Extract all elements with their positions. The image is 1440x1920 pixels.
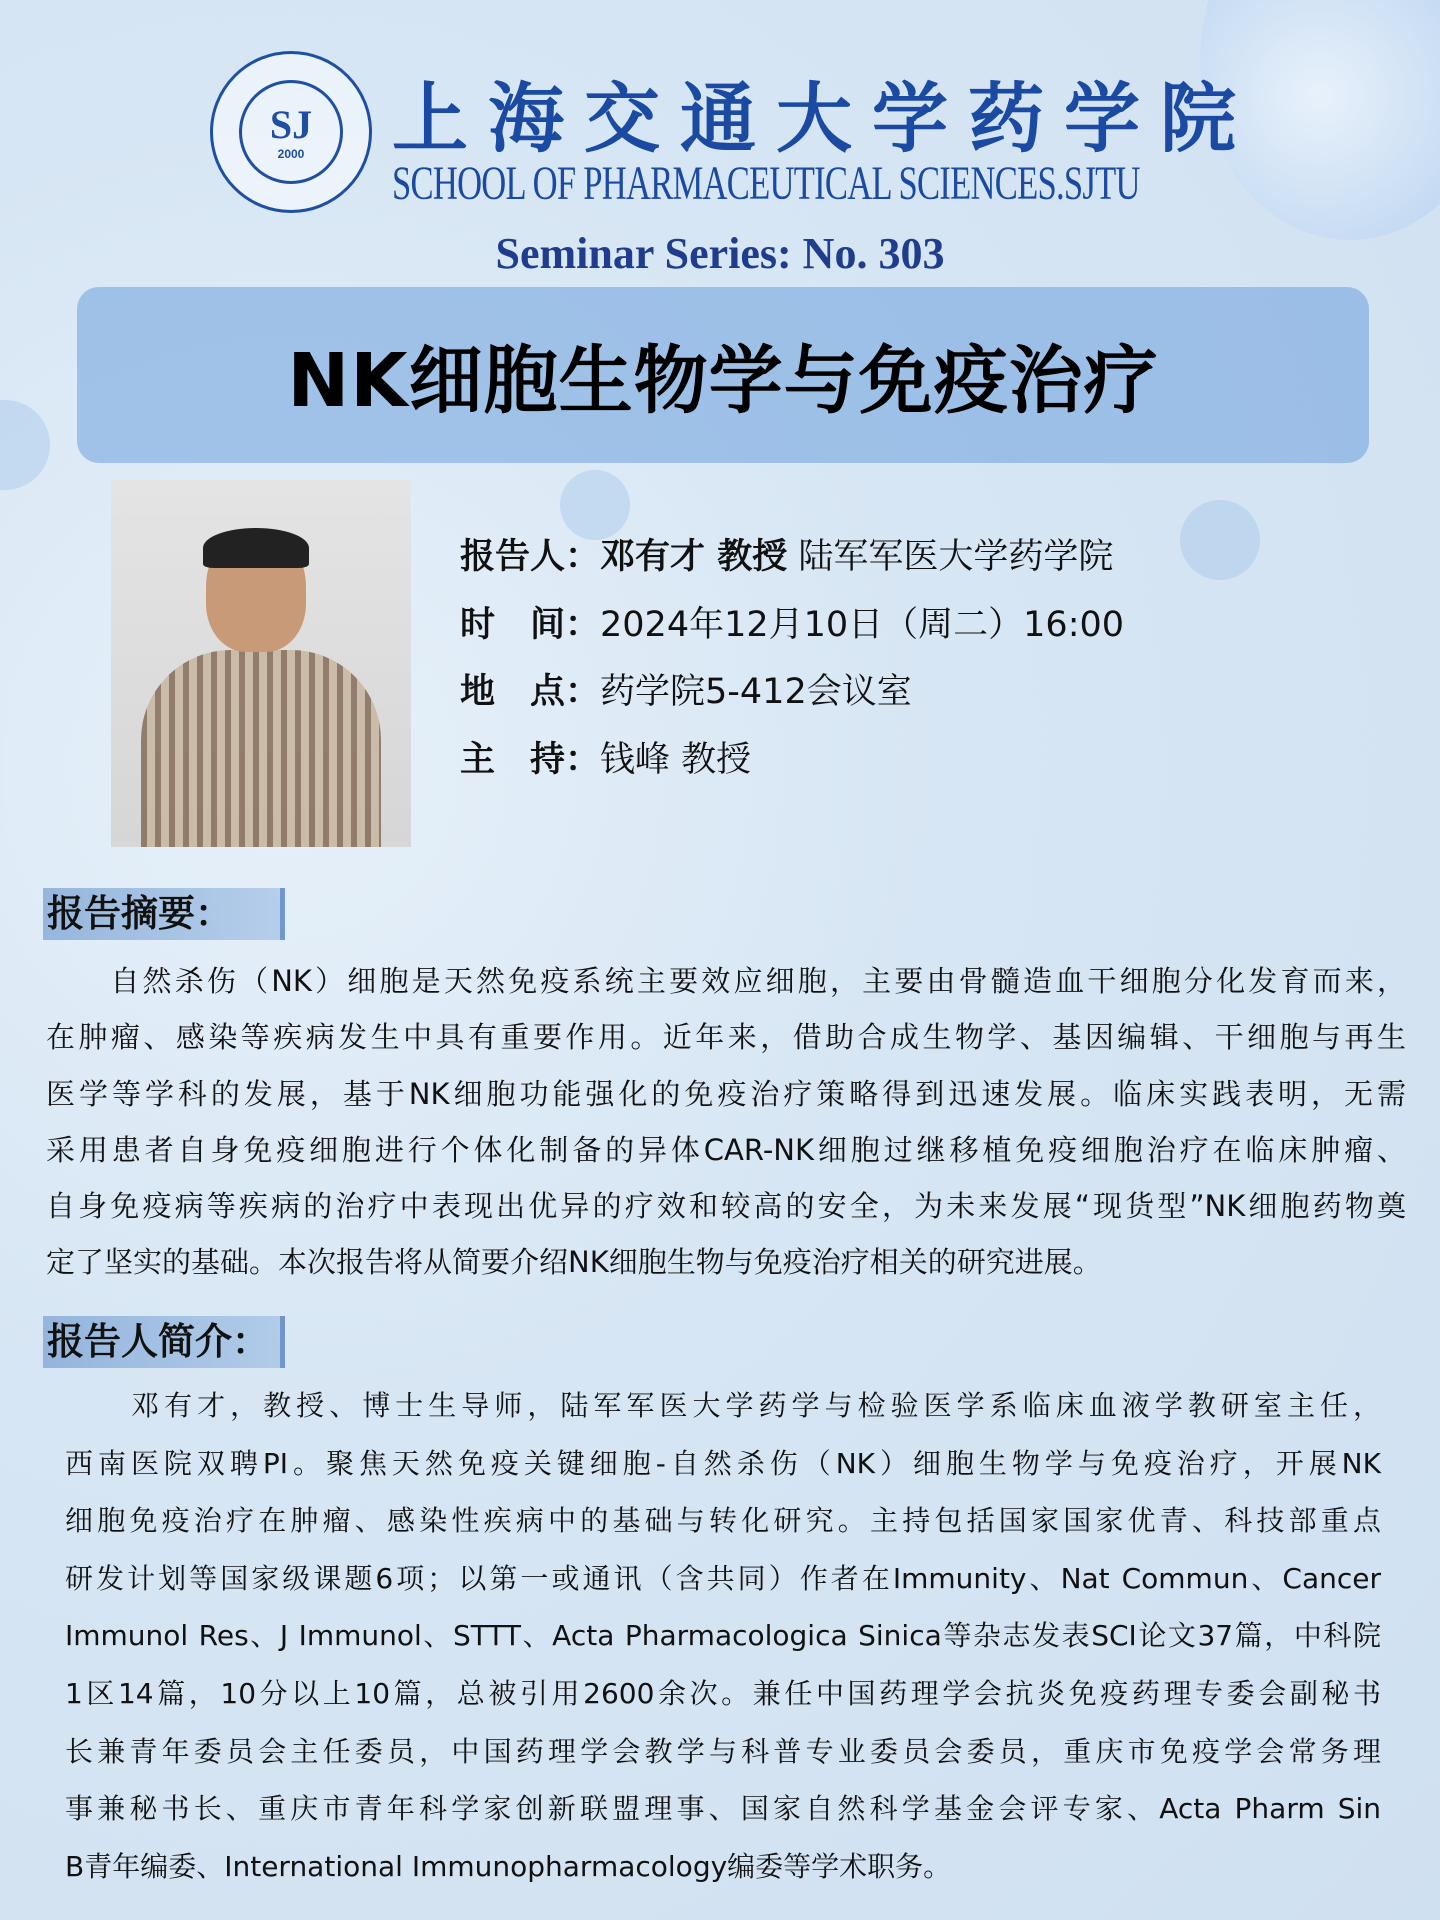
bio-line: 长兼青年委员会主任委员，中国药理学会教学与科普专业委员会委员，重庆市免疫学会常务理 bbox=[65, 1734, 1381, 1768]
abstract-line: 自身免疫病等疾病的治疗中表现出优异的疗效和较高的安全，为未来发展“现货型”NK细胞药物奠 bbox=[46, 1189, 1406, 1224]
speaker-photo bbox=[111, 480, 411, 847]
abstract-line: 医学等学科的发展，基于NK细胞功能强化的免疫治疗策略得到迅速发展。临床实践表明，无需 bbox=[46, 1076, 1406, 1111]
bio-line: 细胞免疫治疗在肿瘤、感染性疾病中的基础与转化研究。主持包括国家国家优青、科技部重点 bbox=[65, 1504, 1381, 1538]
bio-line: Immunol Res、J Immunol、STTT、Acta Pharmacologica Sinica等杂志发表SCI论文37篇，中科院 bbox=[65, 1619, 1381, 1653]
speaker-label: 报告人： bbox=[460, 537, 601, 577]
logo-year: 2000 bbox=[277, 147, 305, 161]
abstract-text bbox=[46, 953, 1406, 1291]
seminar-series: Seminar Series: No. 303 bbox=[495, 229, 945, 278]
talk-title: NK细胞生物学与免疫治疗 bbox=[287, 338, 1159, 424]
time-value: 2024年12月10日（周二）16:00 bbox=[600, 604, 1125, 645]
place-label: 地 点： bbox=[460, 672, 601, 712]
host-row bbox=[460, 733, 1124, 801]
place-value: 药学院5-412会议室 bbox=[600, 672, 912, 712]
bio-line: 西南医院双聘PI。聚焦天然免疫关键细胞-自然杀伤（NK）细胞生物学与免疫治疗，开展NK bbox=[65, 1446, 1381, 1480]
time-row bbox=[460, 598, 1124, 666]
bio-line: 事兼秘书长、重庆市青年科学家创新联盟理事、国家自然科学基金会评专家、Acta Pharm Sin bbox=[65, 1792, 1381, 1826]
abstract-heading: 报告摘要： bbox=[43, 888, 285, 940]
talk-info bbox=[460, 530, 1124, 800]
talk-title-banner bbox=[77, 287, 1369, 463]
abstract-line: 自然杀伤（NK）细胞是天然免疫系统主要效应细胞，主要由骨髓造血干细胞分化发育而来， bbox=[46, 964, 1406, 998]
place-row bbox=[460, 665, 1124, 733]
speaker-row bbox=[460, 530, 1124, 598]
molecule-decoration bbox=[0, 400, 50, 490]
abstract-line: 采用患者自身免疫细胞进行个体化制备的异体CAR-NK细胞过继移植免疫细胞治疗在临床肿瘤、 bbox=[46, 1132, 1406, 1167]
photo-hair bbox=[203, 528, 309, 568]
bio-line: 1区14篇，10分以上10篇，总被引用2600余次。兼任中国药理学会抗炎免疫药理专委会副秘书 bbox=[65, 1676, 1381, 1710]
abstract-line: 在肿瘤、感染等疾病发生中具有重要作用。近年来，借助合成生物学、基因编辑、干细胞与再生 bbox=[46, 1020, 1406, 1055]
molecule-decoration bbox=[1180, 500, 1260, 580]
host-label: 主 持： bbox=[460, 739, 601, 780]
school-logo bbox=[210, 51, 372, 213]
bio-line: 研发计划等国家级课题6项；以第一或通讯（含共同）作者在Immunity、Nat Commun、Cancer bbox=[65, 1561, 1381, 1595]
bio-line: 邓有才，教授、博士生导师，陆军军医大学药学与检验医学系临床血液学教研室主任， bbox=[65, 1389, 1381, 1422]
school-name-cn: 上海交通大学药学院 bbox=[392, 74, 1256, 163]
school-name-en: SCHOOL OF PHARMACEUTICAL SCIENCES.SJTU bbox=[392, 157, 1140, 210]
host-value: 钱峰 教授 bbox=[600, 739, 752, 780]
bio-heading: 报告人简介： bbox=[43, 1316, 285, 1368]
time-label: 时 间： bbox=[460, 604, 601, 645]
speaker-name: 邓有才 教授 bbox=[600, 537, 788, 577]
speaker-affiliation: 陆军军医大学药学院 bbox=[798, 537, 1114, 577]
bio-text bbox=[65, 1377, 1381, 1895]
logo-emblem: SJ bbox=[269, 102, 313, 147]
abstract-line: 定了坚实的基础。本次报告将从简要介绍NK细胞生物与免疫治疗相关的研究进展。 bbox=[46, 1245, 1102, 1280]
bio-line: B青年编委、International Immunopharmacology编委等学术职务。 bbox=[65, 1849, 952, 1883]
photo-body bbox=[141, 650, 381, 847]
